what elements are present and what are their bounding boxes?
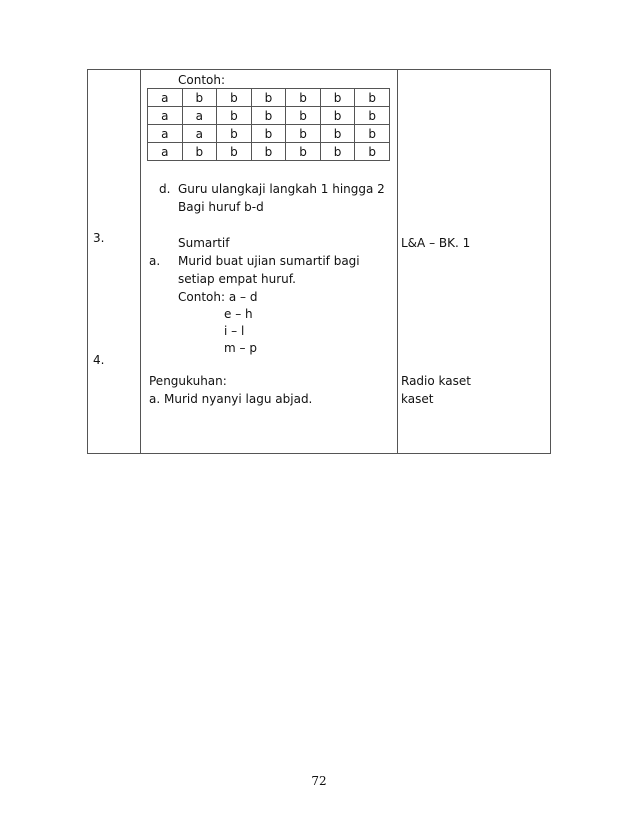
step-d-marker: d. [159, 182, 171, 196]
grid-cell: b [217, 89, 252, 107]
row-number-4: 4. [93, 353, 105, 367]
grid-cell: a [182, 125, 217, 143]
step-d-line2: Bagi huruf b-d [178, 200, 264, 214]
step-d-line1: Guru ulangkaji langkah 1 hingga 2 [178, 182, 385, 196]
grid-cell: b [320, 125, 355, 143]
summative-heading: Sumartif [178, 236, 230, 250]
grid-row [148, 107, 390, 125]
grid-cell: b [355, 125, 390, 143]
grid-cell: b [251, 89, 286, 107]
grid-row [148, 125, 390, 143]
grid-cell: b [355, 143, 390, 161]
grid-cell: b [182, 143, 217, 161]
letter-range-2: e – h [224, 307, 253, 321]
grid-cell: b [251, 125, 286, 143]
grid-cell: b [355, 89, 390, 107]
grid-cell: b [320, 143, 355, 161]
column-divider-right [397, 70, 398, 453]
example-letter-grid [147, 88, 390, 161]
grid-cell: b [286, 125, 321, 143]
step-a-line2: setiap empat huruf. [178, 272, 296, 286]
page-number: 72 [311, 774, 327, 788]
row-number-3: 3. [93, 231, 105, 245]
row3-resource: L&A – BK. 1 [401, 236, 471, 250]
grid-cell: b [320, 107, 355, 125]
row4-resource-line1: Radio kaset [401, 374, 471, 388]
closure-item: a. Murid nyanyi lagu abjad. [149, 392, 313, 406]
row4-resource-line2: kaset [401, 392, 434, 406]
example-label: Contoh: a – d [178, 290, 258, 304]
grid-cell: a [148, 107, 183, 125]
grid-cell: a [148, 89, 183, 107]
grid-cell: b [251, 143, 286, 161]
grid-cell: a [148, 125, 183, 143]
grid-cell: b [217, 143, 252, 161]
letter-range-4: m – p [224, 341, 257, 355]
grid-row [148, 143, 390, 161]
grid-cell: b [217, 107, 252, 125]
step-a-line1: Murid buat ujian sumartif bagi [178, 254, 360, 268]
letter-range-3: i – l [224, 324, 245, 338]
grid-cell: b [217, 125, 252, 143]
grid-cell: b [286, 143, 321, 161]
grid-cell: b [286, 107, 321, 125]
grid-cell: b [355, 107, 390, 125]
grid-cell: b [182, 89, 217, 107]
grid-cell: a [182, 107, 217, 125]
grid-cell: a [148, 143, 183, 161]
step-a-marker: a. [149, 254, 161, 268]
grid-cell: b [251, 107, 286, 125]
grid-cell: b [320, 89, 355, 107]
column-divider-left [140, 70, 141, 453]
grid-cell: b [286, 89, 321, 107]
example-heading: Contoh: [178, 73, 226, 87]
grid-row [148, 89, 390, 107]
closure-heading: Pengukuhan: [149, 374, 227, 388]
